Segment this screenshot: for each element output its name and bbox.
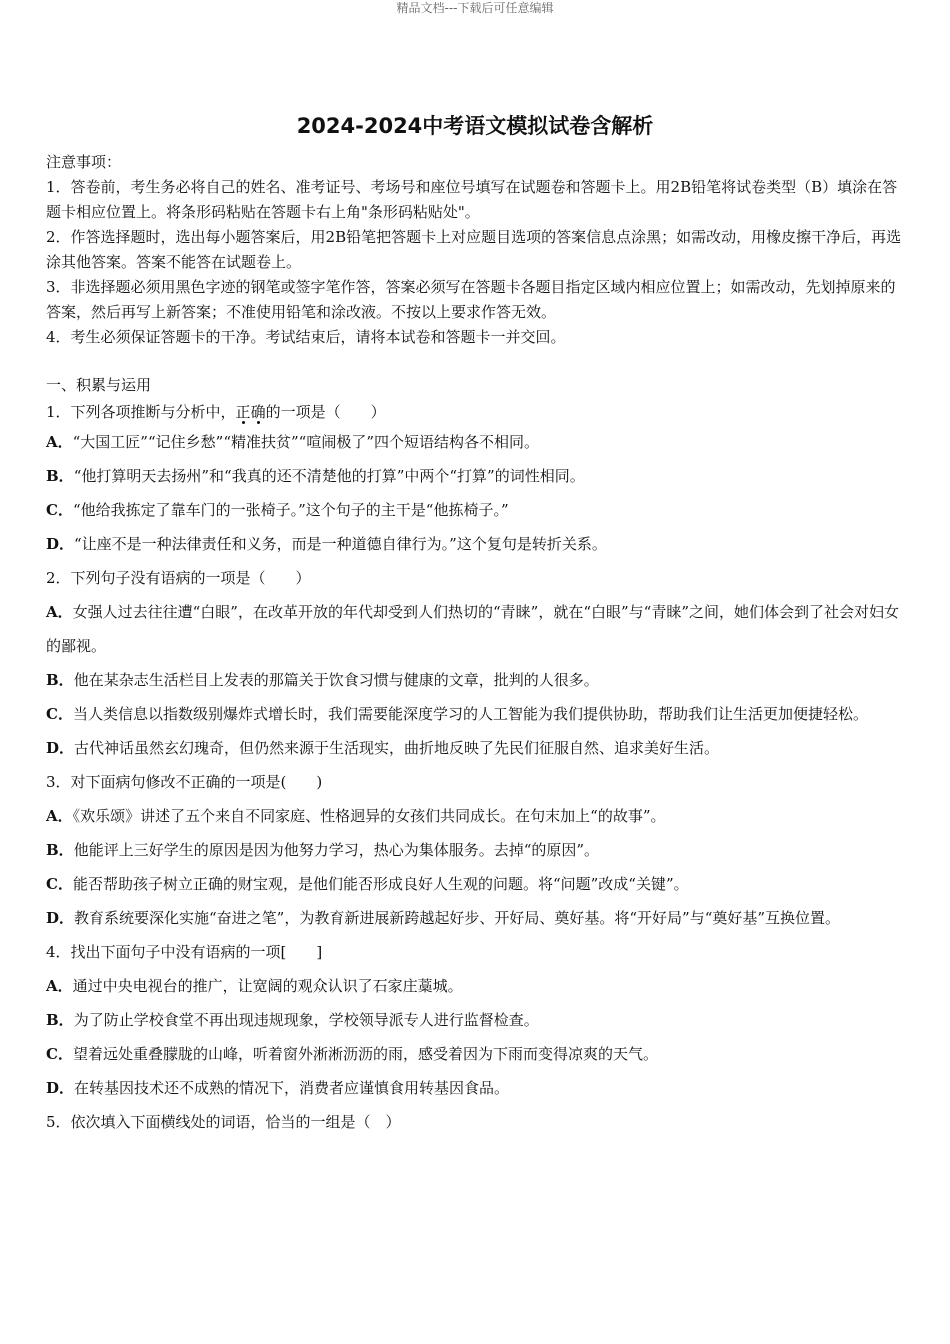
option-letter: A． <box>46 603 73 621</box>
option-text: 他在某杂志生活栏目上发表的那篇关于饮食习惯与健康的文章，批判的人很多。 <box>73 671 599 689</box>
section-title: 一、积累与运用 <box>46 376 152 394</box>
section-accumulation <box>46 373 906 1139</box>
q1-option-b <box>46 459 906 493</box>
q4-option-c <box>46 1037 906 1071</box>
option-text: 在转基因技术还不成熟的情况下，消费者应谨慎食用转基因食品。 <box>74 1079 510 1097</box>
question-5-stem: 5．依次填入下面横线处的词语，恰当的一组是（ ） <box>46 1113 401 1131</box>
question-3-stem: 3．对下面病句修改不正确的一项是( ) <box>46 773 323 791</box>
q2-option-d <box>46 731 906 765</box>
q3-option-a <box>46 799 906 833</box>
q1-option-a <box>46 425 906 459</box>
option-letter: C． <box>46 705 73 723</box>
option-text: 为了防止学校食堂不再出现违规现象，学校领导派专人进行监督检查。 <box>73 1011 539 1029</box>
option-text: “大国工匠”“记住乡愁”“精准扶贫”“喧闹极了”四个短语结构各不相同。 <box>72 433 539 451</box>
notice-block <box>46 150 906 350</box>
q4-option-a <box>46 969 906 1003</box>
option-letter: A． <box>46 807 73 825</box>
option-text: 教育系统要深化实施“奋进之笔”，为教育新进展新跨越起好步、开好局、奠好基。将“开好局”与“奠好基”互换位置。 <box>74 909 841 927</box>
option-text: 古代神话虽然玄幻瑰奇，但仍然来源于生活现实，曲折地反映了先民们征服自然、追求美好生活。 <box>74 739 720 757</box>
notice-item: 1．答卷前，考生务必将自己的姓名、准考证号、考场号和座位号填写在试题卷和答题卡上。用2B铅笔将试卷类型（B）填涂在答题卡相应位置上。将条形码粘贴在答题卡右上角"条形码粘贴处"。 <box>46 178 898 221</box>
q4-option-b <box>46 1003 906 1037</box>
option-text: 他能评上三好学生的原因是因为他努力学习，热心为集体服务。去掉“的原因”。 <box>73 841 600 859</box>
option-letter: A． <box>46 433 73 451</box>
option-letter: D． <box>46 1079 75 1097</box>
q2-option-b <box>46 663 906 697</box>
notice-item: 3．非选择题必须用黑色字迹的钢笔或签字笔作答，答案必须写在答题卡各题目指定区域内相应位置上；如需改动，先划掉原来的答案，然后再写上新答案；不准使用铅笔和涂改液。不按以上要求作答无效。 <box>46 278 896 321</box>
option-letter: C． <box>46 875 73 893</box>
q1-emphasis-char: 确 <box>250 403 266 421</box>
option-text: 当人类信息以指数级别爆炸式增长时，我们需要能深度学习的人工智能为我们提供协助，帮助我们让生活更加便捷轻松。 <box>72 705 868 723</box>
q1-stem-pre: 1．下列各项推断与分析中， <box>46 403 236 421</box>
q1-option-c <box>46 493 906 527</box>
q2-option-a <box>46 595 906 663</box>
option-letter: C． <box>46 1045 73 1063</box>
option-text: “他给我拣定了靠车门的一张椅子。”这个句子的主干是“他拣椅子。” <box>72 501 509 519</box>
option-letter: D． <box>46 909 75 927</box>
option-text: 女强人过去往往遭“白眼”，在改革开放的年代却受到人们热切的“青睐”，就在“白眼”与“青睐”之间，她们体会到了社会对妇女的鄙视。 <box>46 603 899 655</box>
q3-option-d <box>46 901 906 935</box>
option-text: 《欢乐颂》讲述了五个来自不同家庭、性格迥异的女孩们共同成长。在句末加上“的故事”。 <box>72 807 666 825</box>
q4-option-d <box>46 1071 906 1105</box>
option-letter: B． <box>46 841 74 859</box>
option-letter: A． <box>46 977 73 995</box>
option-text: “他打算明天去扬州”和“我真的还不清楚他的打算”中两个“打算”的词性相同。 <box>73 467 585 485</box>
page-header-note: 精品文档---下载后可任意编辑 <box>396 1 554 15</box>
document-title: 2024-2024中考语文模拟试卷含解析 <box>296 114 654 138</box>
option-letter: B． <box>46 467 74 485</box>
question-4-stem: 4．找出下面句子中没有语病的一项[ ] <box>46 943 323 961</box>
q1-option-d <box>46 527 906 561</box>
q1-emphasis-char: 正 <box>235 403 251 421</box>
question-2-stem: 2．下列句子没有语病的一项是（ ） <box>46 569 311 587</box>
q1-stem-post: 的一项是（ ） <box>265 403 386 421</box>
option-text: “让座不是一种法律责任和义务，而是一种道德自律行为。”这个复句是转折关系。 <box>74 535 607 553</box>
q2-option-c <box>46 697 906 731</box>
option-letter: B． <box>46 1011 74 1029</box>
option-letter: C． <box>46 501 73 519</box>
question-1-stem <box>46 400 906 425</box>
q3-option-b <box>46 833 906 867</box>
option-letter: D． <box>46 739 75 757</box>
option-letter: D． <box>46 535 75 553</box>
notice-heading: 注意事项： <box>46 153 122 171</box>
notice-item: 2．作答选择题时，选出每小题答案后，用2B铅笔把答题卡上对应题目选项的答案信息点涂黑；如需改动，用橡皮擦干净后，再选涂其他答案。答案不能答在试题卷上。 <box>46 228 902 271</box>
option-text: 通过中央电视台的推广，让宽阔的观众认识了石家庄藁城。 <box>72 977 463 995</box>
option-text: 能否帮助孩子树立正确的财宝观，是他们能否形成良好人生观的问题。将“问题”改成“关键”。 <box>72 875 689 893</box>
option-letter: B． <box>46 671 74 689</box>
q3-option-c <box>46 867 906 901</box>
option-text: 望着远处重叠朦胧的山峰，听着窗外淅淅沥沥的雨，感受着因为下雨而变得凉爽的天气。 <box>72 1045 658 1063</box>
notice-item: 4．考生必须保证答题卡的干净。考试结束后，请将本试卷和答题卡一并交回。 <box>46 328 566 346</box>
